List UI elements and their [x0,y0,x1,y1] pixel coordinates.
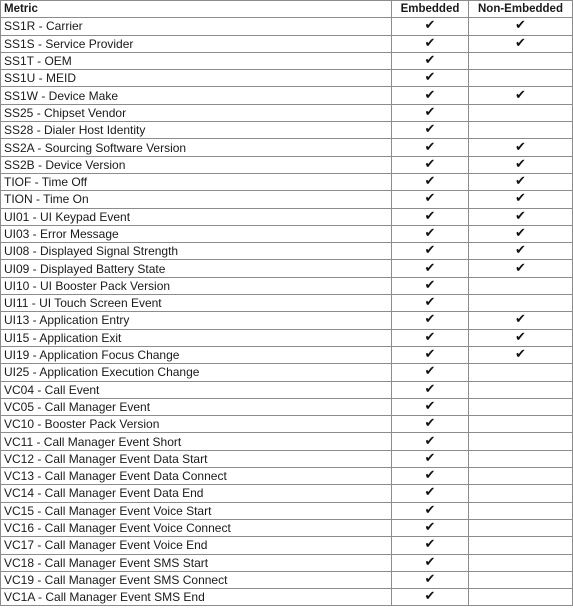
embedded-cell [392,450,469,467]
metric-cell: UI03 - Error Message [1,225,392,242]
metric-cell: VC1A - Call Manager Event SMS End [1,589,392,606]
checkmark-icon: ✔ [424,416,436,432]
non-embedded-cell [469,191,573,208]
metric-cell: VC15 - Call Manager Event Voice Start [1,502,392,519]
checkmark-icon: ✔ [424,226,436,241]
embedded-cell [392,589,469,606]
checkmark-icon: ✔ [424,243,436,259]
table-row [1,139,573,156]
non-embedded-cell [469,156,573,173]
header-non-embedded: Non-Embedded [469,1,573,18]
embedded-cell [392,295,469,312]
embedded-cell [392,485,469,502]
metric-cell: VC13 - Call Manager Event Data Connect [1,468,392,485]
table-row [1,243,573,260]
non-embedded-cell [469,104,573,121]
metric-cell: VC14 - Call Manager Event Data End [1,485,392,502]
metric-cell: SS2B - Device Version [1,156,392,173]
metric-cell: UI08 - Displayed Signal Strength [1,243,392,260]
metric-cell: VC12 - Call Manager Event Data Start [1,450,392,467]
checkmark-icon: ✔ [515,260,526,276]
non-embedded-cell [469,87,573,104]
table-row [1,122,573,139]
checkmark-icon: ✔ [515,208,526,224]
non-embedded-cell [469,312,573,329]
table-row [1,87,573,104]
embedded-cell [392,381,469,398]
metric-cell: SS25 - Chipset Vendor [1,104,392,121]
table-row [1,35,573,52]
checkmark-icon: ✔ [515,191,526,207]
checkmark-icon: ✔ [515,139,526,155]
non-embedded-cell [469,519,573,536]
table-row [1,416,573,433]
non-embedded-cell [469,122,573,139]
metric-cell: VC04 - Call Event [1,381,392,398]
metric-cell: UI10 - UI Booster Pack Version [1,277,392,294]
non-embedded-cell [469,260,573,277]
table-row [1,173,573,190]
checkmark-icon: ✔ [424,35,436,51]
non-embedded-cell [469,364,573,381]
non-embedded-cell [469,277,573,294]
checkmark-icon: ✔ [424,589,436,605]
embedded-cell [392,277,469,294]
checkmark-icon: ✔ [424,347,436,363]
non-embedded-cell [469,381,573,398]
embedded-cell [392,519,469,536]
table-row [1,295,573,312]
non-embedded-cell [469,225,573,242]
checkmark-icon: ✔ [424,485,436,501]
checkmark-icon: ✔ [515,174,526,190]
header-metric: Metric [1,1,392,18]
checkmark-icon: ✔ [424,502,436,518]
checkmark-icon: ✔ [424,554,436,570]
embedded-cell [392,191,469,208]
non-embedded-cell [469,295,573,312]
embedded-cell [392,468,469,485]
checkmark-icon: ✔ [515,312,526,328]
non-embedded-cell [469,208,573,225]
embedded-cell [392,537,469,554]
table-row [1,156,573,173]
non-embedded-cell [469,52,573,69]
non-embedded-cell [469,589,573,606]
metric-cell: TIOF - Time Off [1,173,392,190]
header-embedded: Embedded [392,1,469,18]
checkmark-icon: ✔ [424,468,436,484]
table-row [1,571,573,588]
checkmark-icon: ✔ [424,381,436,397]
table-row [1,589,573,606]
embedded-cell [392,346,469,363]
checkmark-icon: ✔ [424,174,436,190]
table-row [1,381,573,398]
checkmark-icon: ✔ [424,537,436,553]
metric-cell: SS1W - Device Make [1,87,392,104]
non-embedded-cell [469,554,573,571]
table-row [1,502,573,519]
metric-cell: VC05 - Call Manager Event [1,398,392,415]
checkmark-icon: ✔ [424,191,436,207]
embedded-cell [392,18,469,35]
metric-cell: UI01 - UI Keypad Event [1,208,392,225]
checkmark-icon: ✔ [515,243,526,259]
table-row [1,485,573,502]
checkmark-icon: ✔ [515,18,526,34]
non-embedded-cell [469,502,573,519]
metric-cell: VC19 - Call Manager Event SMS Connect [1,571,392,588]
embedded-cell [392,173,469,190]
table-row [1,329,573,346]
checkmark-icon: ✔ [515,347,526,363]
checkmark-icon: ✔ [515,226,526,241]
embedded-cell [392,87,469,104]
metric-cell: TION - Time On [1,191,392,208]
table-row [1,191,573,208]
non-embedded-cell [469,139,573,156]
non-embedded-cell [469,35,573,52]
embedded-cell [392,260,469,277]
embedded-cell [392,35,469,52]
non-embedded-cell [469,70,573,87]
table-row [1,225,573,242]
table-row [1,277,573,294]
metric-cell: UI13 - Application Entry [1,312,392,329]
checkmark-icon: ✔ [515,35,526,51]
metric-cell: UI15 - Application Exit [1,329,392,346]
table-row [1,70,573,87]
metric-cell: UI09 - Displayed Battery State [1,260,392,277]
embedded-cell [392,139,469,156]
metric-cell: SS28 - Dialer Host Identity [1,122,392,139]
table-row [1,398,573,415]
embedded-cell [392,225,469,242]
metric-cell: UI25 - Application Execution Change [1,364,392,381]
embedded-cell [392,571,469,588]
embedded-cell [392,243,469,260]
table-header [1,1,573,18]
embedded-cell [392,156,469,173]
table-row [1,519,573,536]
header-row [1,1,573,18]
checkmark-icon: ✔ [424,122,436,138]
checkmark-icon: ✔ [424,433,436,449]
checkmark-icon: ✔ [424,208,436,224]
metric-cell: VC17 - Call Manager Event Voice End [1,537,392,554]
checkmark-icon: ✔ [424,295,436,311]
non-embedded-cell [469,433,573,450]
table-row [1,312,573,329]
checkmark-icon: ✔ [424,53,436,69]
non-embedded-cell [469,450,573,467]
embedded-cell [392,554,469,571]
checkmark-icon: ✔ [424,571,436,587]
table-row [1,554,573,571]
table-row [1,260,573,277]
embedded-cell [392,312,469,329]
table-row [1,468,573,485]
non-embedded-cell [469,416,573,433]
checkmark-icon: ✔ [424,364,436,380]
checkmark-icon: ✔ [424,260,436,276]
non-embedded-cell [469,485,573,502]
non-embedded-cell [469,346,573,363]
embedded-cell [392,52,469,69]
embedded-cell [392,70,469,87]
checkmark-icon: ✔ [424,139,436,155]
table-row [1,104,573,121]
embedded-cell [392,433,469,450]
metric-cell: SS2A - Sourcing Software Version [1,139,392,156]
non-embedded-cell [469,329,573,346]
non-embedded-cell [469,173,573,190]
checkmark-icon: ✔ [424,87,436,103]
table-row [1,433,573,450]
checkmark-icon: ✔ [424,450,436,466]
non-embedded-cell [469,398,573,415]
metric-cell: SS1U - MEID [1,70,392,87]
embedded-cell [392,416,469,433]
non-embedded-cell [469,468,573,485]
table-row [1,450,573,467]
checkmark-icon: ✔ [515,87,526,103]
table-row [1,346,573,363]
checkmark-icon: ✔ [424,398,436,414]
checkmark-icon: ✔ [424,104,436,120]
embedded-cell [392,502,469,519]
checkmark-icon: ✔ [515,156,526,172]
embedded-cell [392,208,469,225]
checkmark-icon: ✔ [424,312,436,328]
checkmark-icon: ✔ [515,329,526,345]
non-embedded-cell [469,571,573,588]
table-row [1,208,573,225]
embedded-cell [392,122,469,139]
table-body [1,18,573,606]
checkmark-icon: ✔ [424,520,436,536]
table-row [1,18,573,35]
checkmark-icon: ✔ [424,70,436,86]
embedded-cell [392,398,469,415]
table-row [1,537,573,554]
non-embedded-cell [469,18,573,35]
metric-cell: SS1S - Service Provider [1,35,392,52]
metric-cell: UI19 - Application Focus Change [1,346,392,363]
metric-cell: VC11 - Call Manager Event Short [1,433,392,450]
metric-cell: VC16 - Call Manager Event Voice Connect [1,519,392,536]
non-embedded-cell [469,537,573,554]
table-row [1,52,573,69]
table-row [1,364,573,381]
embedded-cell [392,104,469,121]
checkmark-icon: ✔ [424,277,436,293]
embedded-cell [392,329,469,346]
non-embedded-cell [469,243,573,260]
metric-cell: SS1T - OEM [1,52,392,69]
metric-cell: VC10 - Booster Pack Version [1,416,392,433]
metric-cell: UI11 - UI Touch Screen Event [1,295,392,312]
checkmark-icon: ✔ [424,329,436,345]
metric-cell: VC18 - Call Manager Event SMS Start [1,554,392,571]
checkmark-icon: ✔ [424,156,436,172]
embedded-cell [392,364,469,381]
checkmark-icon: ✔ [424,18,436,34]
metric-cell: SS1R - Carrier [1,18,392,35]
